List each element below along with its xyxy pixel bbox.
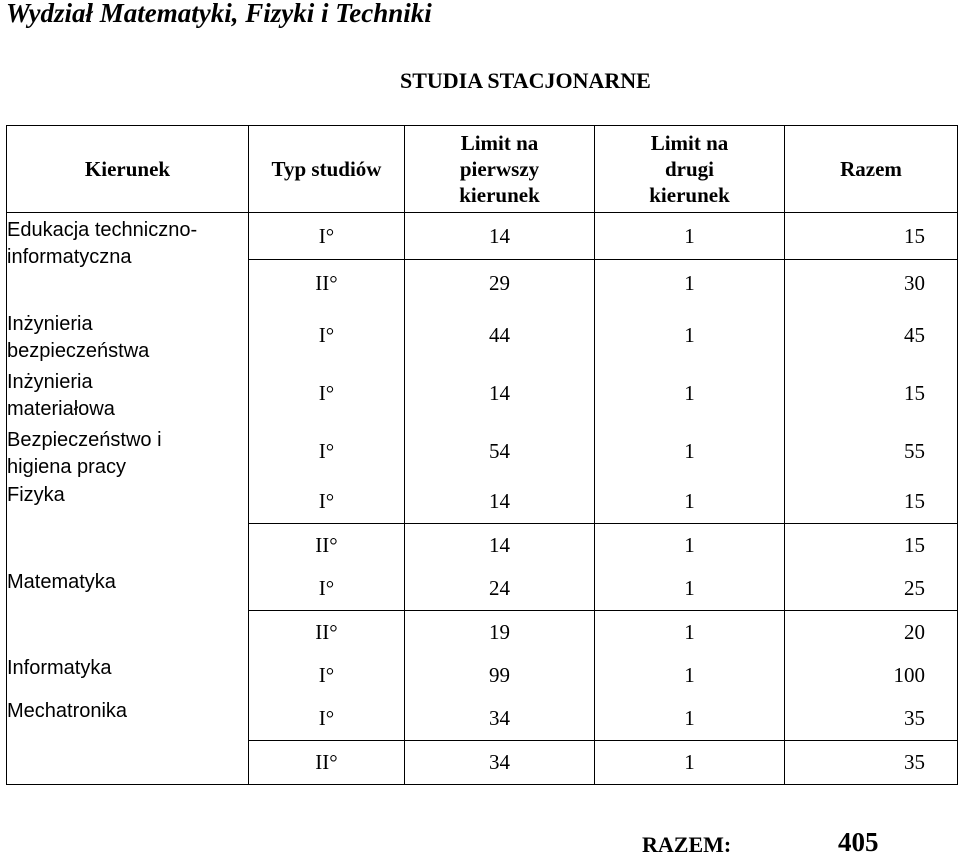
cell-limit-first: 34 xyxy=(405,741,595,785)
cell-limit-second: 1 xyxy=(595,365,785,423)
cell-limit-second: 1 xyxy=(595,423,785,481)
enrollment-limits-table xyxy=(6,125,958,785)
cell-limit-first: 24 xyxy=(405,568,595,611)
cell-razem: 35 xyxy=(785,741,958,785)
cell-razem: 30 xyxy=(785,260,958,307)
table-row xyxy=(7,654,958,697)
header-razem: Razem xyxy=(785,126,958,213)
cell-typ: II° xyxy=(249,524,405,568)
cell-typ: II° xyxy=(249,260,405,307)
row-name-cell xyxy=(7,481,249,568)
cell-limit-first: 99 xyxy=(405,654,595,697)
header-limit-first-line: Limit na xyxy=(460,131,539,155)
cell-typ: I° xyxy=(249,697,405,741)
cell-razem: 15 xyxy=(785,524,958,568)
cell-limit-first: 14 xyxy=(405,481,595,524)
header-limit-second-line: kierunek xyxy=(649,183,730,207)
row-name-line: bezpieczeństwa xyxy=(7,339,150,362)
row-name-line: Edukacja techniczno- xyxy=(7,219,198,241)
row-name-line: materiałowa xyxy=(7,397,115,420)
grand-total xyxy=(642,827,879,858)
header-limit-first-line: pierwszy xyxy=(459,157,540,181)
grand-total-value: 405 xyxy=(838,827,879,857)
row-name-line: informatyczna xyxy=(7,246,132,268)
table-row xyxy=(7,307,958,365)
header-limit-second-line: drugi xyxy=(664,157,714,181)
table-row xyxy=(7,568,958,611)
table-row xyxy=(7,423,958,481)
cell-razem: 20 xyxy=(785,611,958,654)
cell-typ: I° xyxy=(249,307,405,365)
row-name-line: Inżynieria xyxy=(7,312,93,335)
cell-razem: 15 xyxy=(785,365,958,423)
row-name-cell xyxy=(7,307,249,365)
cell-limit-first: 19 xyxy=(405,611,595,654)
cell-typ: II° xyxy=(249,741,405,785)
cell-limit-first: 29 xyxy=(405,260,595,307)
cell-typ: I° xyxy=(249,654,405,697)
cell-limit-second: 1 xyxy=(595,697,785,741)
cell-limit-second: 1 xyxy=(595,481,785,524)
cell-typ: I° xyxy=(249,213,405,260)
header-kierunek: Kierunek xyxy=(7,126,249,213)
cell-razem: 25 xyxy=(785,568,958,611)
grand-total-label: RAZEM: xyxy=(642,832,732,857)
cell-razem: 45 xyxy=(785,307,958,365)
row-name-cell xyxy=(7,213,249,307)
row-name-cell xyxy=(7,423,249,481)
page-title: Wydział Matematyki, Fizyki i Techniki xyxy=(6,0,432,28)
header-typ-studiow: Typ studiów xyxy=(249,126,405,213)
cell-limit-second: 1 xyxy=(595,307,785,365)
cell-limit-second: 1 xyxy=(595,568,785,611)
cell-limit-first: 34 xyxy=(405,697,595,741)
cell-razem: 15 xyxy=(785,481,958,524)
cell-typ: I° xyxy=(249,365,405,423)
cell-razem: 15 xyxy=(785,213,958,260)
cell-typ: I° xyxy=(249,481,405,524)
cell-razem: 55 xyxy=(785,423,958,481)
header-limit-second xyxy=(595,126,785,213)
table-row xyxy=(7,697,958,741)
row-name-line: Informatyka xyxy=(7,656,112,679)
cell-limit-second: 1 xyxy=(595,654,785,697)
cell-limit-second: 1 xyxy=(595,524,785,568)
cell-razem: 35 xyxy=(785,697,958,741)
cell-typ: I° xyxy=(249,423,405,481)
row-name-cell xyxy=(7,568,249,654)
cell-limit-first: 14 xyxy=(405,524,595,568)
cell-limit-first: 14 xyxy=(405,365,595,423)
cell-limit-second: 1 xyxy=(595,213,785,260)
cell-limit-first: 44 xyxy=(405,307,595,365)
row-name-cell xyxy=(7,365,249,423)
cell-limit-second: 1 xyxy=(595,741,785,785)
section-title: STUDIA STACJONARNE xyxy=(400,68,651,93)
table-row xyxy=(7,481,958,524)
table-row xyxy=(7,365,958,423)
row-name-cell xyxy=(7,697,249,785)
header-limit-second-line: Limit na xyxy=(650,131,729,155)
row-name-line: Inżynieria xyxy=(7,370,93,393)
cell-typ: I° xyxy=(249,568,405,611)
row-name-line: Bezpieczeństwo i xyxy=(7,428,162,451)
table-row xyxy=(7,213,958,260)
header-limit-first xyxy=(405,126,595,213)
table-header-row xyxy=(7,126,958,213)
row-name-line: higiena pracy xyxy=(7,455,126,478)
row-name-line: Mechatronika xyxy=(7,699,128,722)
cell-limit-second: 1 xyxy=(595,260,785,307)
header-limit-first-line: kierunek xyxy=(459,183,540,207)
cell-razem: 100 xyxy=(785,654,958,697)
cell-limit-first: 54 xyxy=(405,423,595,481)
row-name-line: Matematyka xyxy=(7,570,116,593)
cell-limit-first: 14 xyxy=(405,213,595,260)
cell-typ: II° xyxy=(249,611,405,654)
row-name-line: Fizyka xyxy=(7,483,65,506)
cell-limit-second: 1 xyxy=(595,611,785,654)
row-name-cell xyxy=(7,654,249,697)
